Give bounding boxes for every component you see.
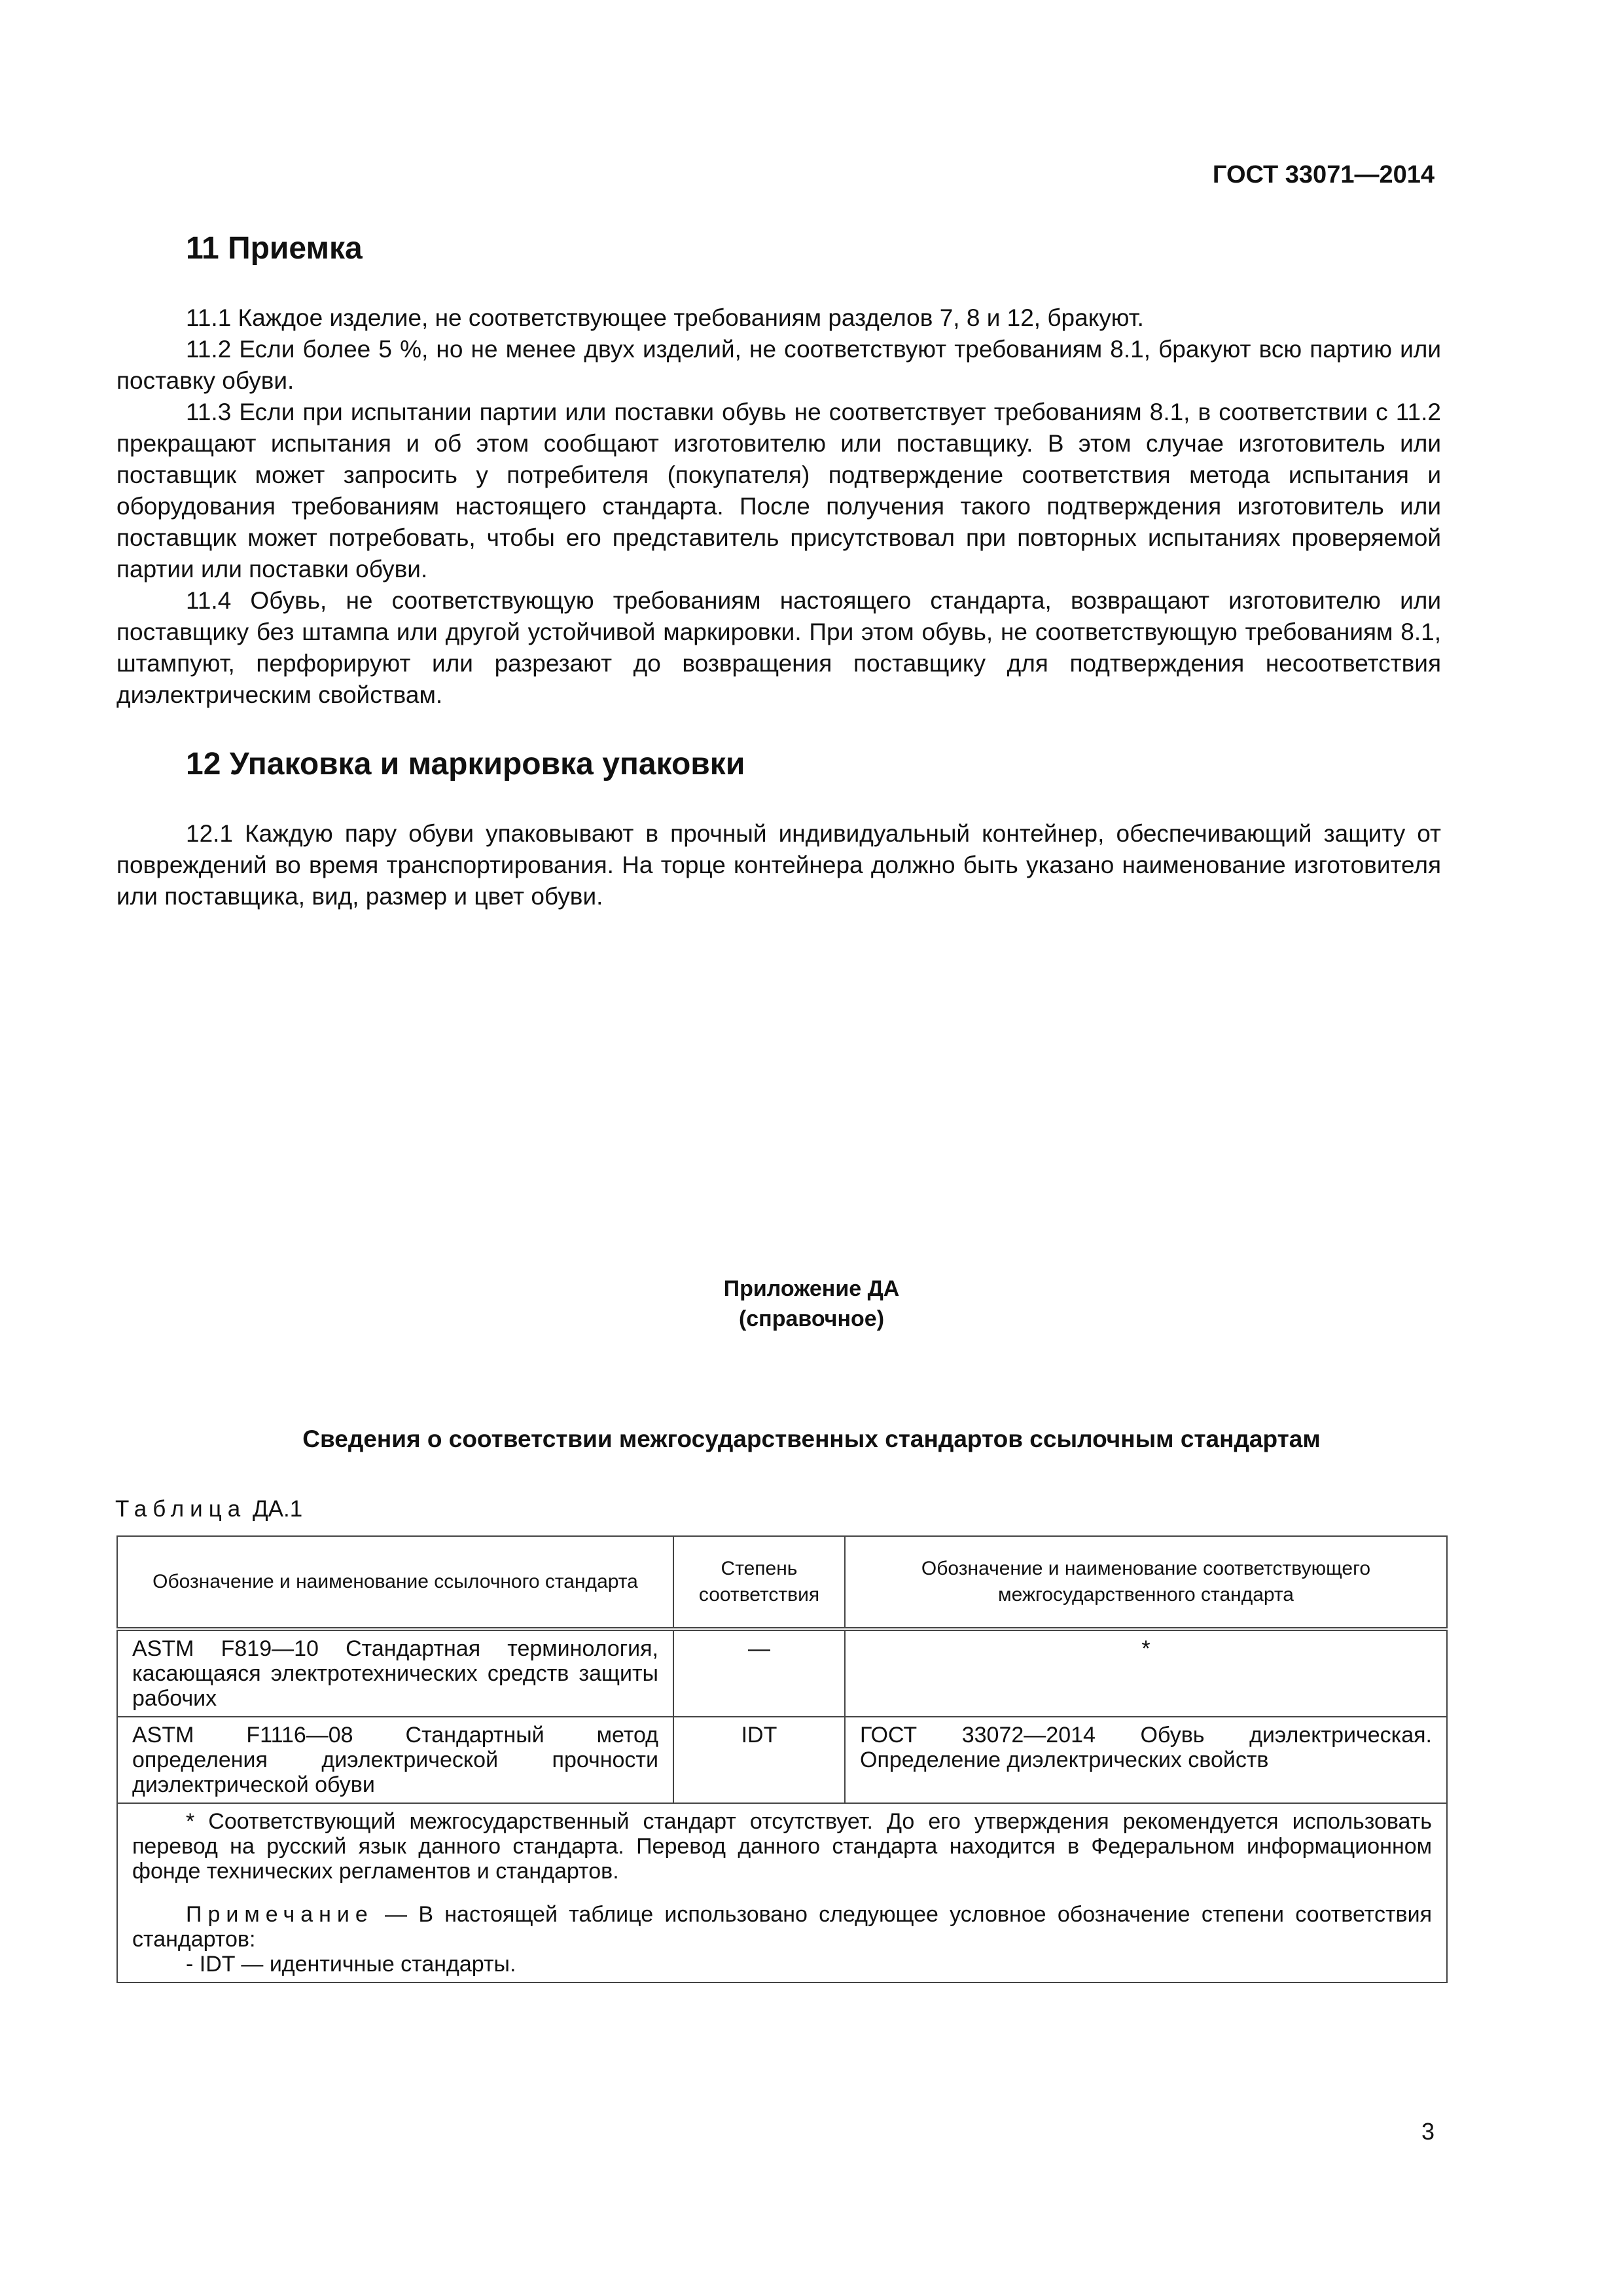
column-header-interstate: Обозначение и наименование соответствующего межгосударственного стандарта [845,1536,1447,1629]
paragraph-12-1: 12.1 Каждую пару обуви упаковывают в прочный индивидуальный контейнер, обеспечивающий защиту от повреждений во время транспортирования. На торце контейнера должно быть указано наименование изготовителя или поставщика, вид, размер и цвет обуви. [116,820,1441,910]
note-text: — В настоящей таблице использовано следующее условное обозначение степени соответствия стандартов: [132,1902,1432,1952]
table-label-word: Таблица [115,1496,247,1522]
cell-degree: — [673,1629,845,1717]
table-label-number: ДА.1 [252,1496,303,1522]
table-label [115,1496,302,1522]
annex-title: Приложение ДА [723,1276,900,1301]
table-footnote: * Соответствующий межгосударственный стандарт отсутствует. До его утверждения рекомендуется использовать перевод на русский язык данного стандарта. Перевод данного стандарта находится в Федеральном информационном фонде технических регламентов и стандартов. [132,1809,1432,1884]
cell-reference: ASTM F1116—08 Стандартный метод определения диэлектрической прочности диэлектрической обуви [117,1717,673,1803]
note-list-item: - IDT — идентичные стандарты. [186,1952,516,1977]
column-header-degree: Степень соответствия [673,1536,845,1629]
cell-interstate: * [845,1629,1447,1717]
section-11-body [116,302,1441,711]
table-note [132,1902,1432,1952]
table-row [117,1717,1447,1803]
section-12-body [116,818,1441,912]
cell-reference: ASTM F819—10 Стандартная терминология, касающаяся электротехнических средств защиты рабочих [117,1629,673,1717]
cell-degree: IDT [673,1717,845,1803]
column-header-reference: Обозначение и наименование ссылочного стандарта [117,1536,673,1629]
page-number: 3 [1421,2118,1435,2145]
table-footnote-cell [117,1803,1447,1982]
table-row [117,1629,1447,1717]
paragraph-11-1: 11.1 Каждое изделие, не соответствующее требованиям разделов 7, 8 и 12, бракуют. [186,304,1144,331]
table-footnote-row [117,1803,1447,1982]
note-word: Примечание [186,1902,374,1927]
paragraph-11-4: 11.4 Обувь, не соответствующую требованиям настоящего стандарта, возвращают изготовителю или поставщику без штампа или другой устойчивой маркировки. При этом обувь, не соответствующую требованиям 8.1, штампуют, перфорируют или разрезают до возвращения поставщику для подтверждения несоответствия диэлектрическим свойствам. [116,587,1441,708]
section-12-title: 12 Упаковка и маркировка упаковки [186,747,745,781]
section-11-title: 11 Приемка [186,231,363,266]
table-header-row [117,1536,1447,1629]
annex-kind: (справочное) [738,1306,885,1331]
paragraph-11-3: 11.3 Если при испытании партии или поставки обувь не соответствует требованиям 8.1, в соответствии с 11.2 прекращают испытания и об этом сообщают изготовителю или поставщику. В этом случае изготовитель или поставщик может запросить у потребителя (покупателя) подтверждение соответствия метода испытания и оборудования требованиям настоящего стандарта. После получения такого подтверждения изготовитель или поставщик может потребовать, чтобы его представитель присутствовал при повторных испытаниях проверяемой партии или поставки обуви. [116,399,1441,583]
table-heading: Сведения о соответствии межгосударственных стандартов ссылочным стандартам [302,1426,1321,1452]
standards-table [116,1535,1448,1983]
paragraph-11-2: 11.2 Если более 5 %, но не менее двух изделий, не соответствуют требованиям 8.1, бракуют всю партию или поставку обуви. [116,336,1441,394]
document-code: ГОСТ 33071—2014 [1212,161,1435,188]
cell-interstate: ГОСТ 33072—2014 Обувь диэлектрическая. Определение диэлектрических свойств [845,1717,1447,1803]
